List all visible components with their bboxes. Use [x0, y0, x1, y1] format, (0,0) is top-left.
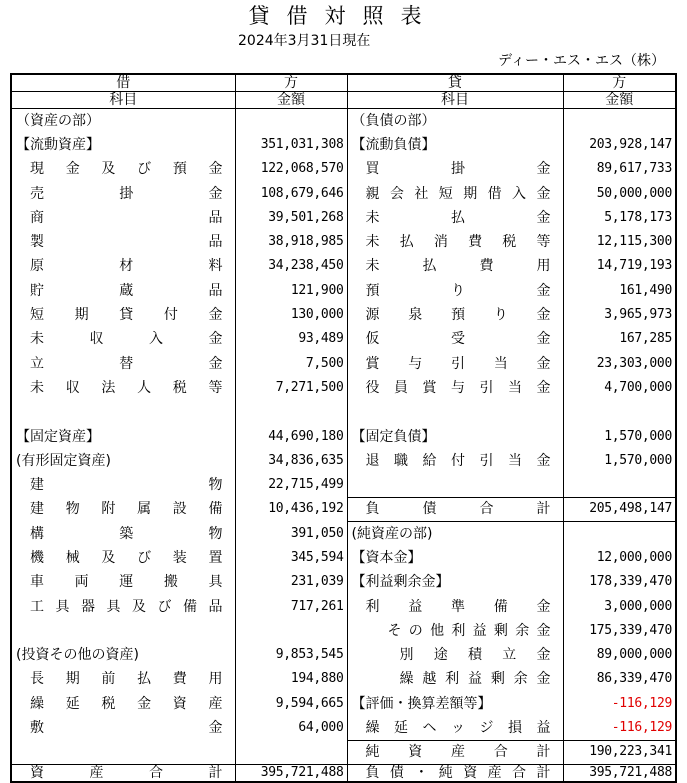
table-row	[11, 181, 676, 205]
right-account-label: 【資本金】	[351, 549, 422, 566]
right-account-header: 科目	[347, 92, 563, 109]
right-account-label: 仮 受 金	[365, 331, 551, 348]
right-account-cell	[347, 254, 563, 278]
total-liabilities-equity-amount: 395,721,488	[563, 765, 676, 783]
right-account-label: 親 会 社 短 期 借 入 金	[365, 185, 551, 202]
table-row	[11, 643, 676, 667]
total-assets-label	[11, 765, 235, 783]
left-amount-cell: 122,068,570	[235, 157, 347, 181]
left-amount-cell	[235, 740, 347, 764]
right-account-label: 役 員 賞 与 引 当 金	[365, 379, 551, 396]
table-row	[11, 449, 676, 473]
right-account-label: 未 払 費 用	[365, 258, 551, 275]
left-amount-cell: 39,501,268	[235, 206, 347, 230]
left-account-label: 製 品	[30, 234, 223, 251]
left-account-cell	[11, 594, 235, 618]
right-amount-cell: 50,000,000	[563, 181, 676, 205]
left-amount-cell: 130,000	[235, 303, 347, 327]
left-account-cell	[11, 740, 235, 764]
right-amount-cell: 175,339,470	[563, 619, 676, 643]
right-account-cell	[347, 157, 563, 181]
left-account-label: 車 両 運 搬 具	[30, 574, 223, 591]
right-account-label: 純 資 産 合 計	[365, 744, 551, 761]
left-account-cell	[11, 522, 235, 546]
credit-unit-header: 方	[563, 74, 676, 92]
right-account-cell	[347, 206, 563, 230]
report-title: 貸借対照表	[248, 4, 439, 28]
table-row	[11, 740, 676, 764]
total-assets-text: 資 産 合 計	[30, 765, 223, 782]
right-amount-cell: 89,617,733	[563, 157, 676, 181]
right-account-label: そ の 他 利 益 剰 余 金	[387, 622, 551, 639]
left-account-cell	[11, 570, 235, 594]
right-account-label: 別 途 積 立 金	[399, 647, 551, 664]
table-row	[11, 230, 676, 254]
total-liabilities-equity-text: 負 債 ・ 純 資 産 合 計	[365, 765, 551, 782]
right-amount-cell: 23,303,000	[563, 351, 676, 375]
left-account-header: 科目	[11, 92, 235, 109]
left-account-cell	[11, 279, 235, 303]
right-account-cell	[347, 570, 563, 594]
table-row	[11, 497, 676, 521]
right-amount-cell: 14,719,193	[563, 254, 676, 278]
right-amount-cell	[563, 473, 676, 497]
table-row	[11, 254, 676, 278]
right-amount-cell: 12,115,300	[563, 230, 676, 254]
right-account-label: 【評価・換算差額等】	[351, 695, 492, 712]
right-account-cell	[347, 181, 563, 205]
table-row	[11, 716, 676, 740]
left-amount-cell: 44,690,180	[235, 424, 347, 448]
right-amount-cell: 12,000,000	[563, 546, 676, 570]
right-account-cell	[347, 279, 563, 303]
left-account-cell	[11, 376, 235, 400]
right-account-cell	[347, 667, 563, 691]
table-row	[11, 570, 676, 594]
left-account-label: 現 金 及 び 預 金	[30, 161, 223, 178]
right-account-label: 【固定負債】	[351, 428, 436, 445]
right-account-label: 源 泉 預 り 金	[365, 307, 551, 324]
company-name: ディー・エス・エス（株）	[498, 53, 665, 69]
left-account-cell	[11, 643, 235, 667]
left-account-label: 未 収 法 人 税 等	[30, 379, 223, 396]
left-amount-cell: 10,436,192	[235, 497, 347, 521]
left-account-label: 未 収 入 金	[30, 331, 223, 348]
left-account-cell	[11, 424, 235, 448]
right-account-cell	[347, 643, 563, 667]
left-amount-cell: 345,594	[235, 546, 347, 570]
table-row	[11, 157, 676, 181]
left-amount-cell: 9,594,665	[235, 692, 347, 716]
left-account-cell	[11, 206, 235, 230]
table-row	[11, 109, 676, 133]
table-row	[11, 327, 676, 351]
left-account-cell	[11, 109, 235, 133]
left-amount-cell: 121,900	[235, 279, 347, 303]
right-account-label: 未 払 消 費 税 等	[365, 234, 551, 251]
left-amount-cell: 7,271,500	[235, 376, 347, 400]
right-amount-cell: 86,339,470	[563, 667, 676, 691]
left-account-label: (有形固定資産)	[16, 452, 111, 469]
right-account-cell	[347, 424, 563, 448]
right-account-label: (純資産の部)	[351, 525, 433, 542]
right-account-cell	[347, 473, 563, 497]
right-account-cell	[347, 109, 563, 133]
debit-unit-header: 方	[235, 74, 347, 92]
left-account-cell	[11, 254, 235, 278]
table-row	[11, 279, 676, 303]
left-account-cell	[11, 667, 235, 691]
right-account-cell	[347, 449, 563, 473]
right-amount-header: 金額	[563, 92, 676, 109]
right-amount-cell: 1,570,000	[563, 424, 676, 448]
left-account-label: 機 械 及 び 装 置	[30, 549, 223, 566]
left-account-label: 【流動資産】	[16, 136, 100, 153]
right-account-cell	[347, 133, 563, 157]
table-row	[11, 546, 676, 570]
right-amount-cell	[563, 522, 676, 546]
right-account-label: 繰 越 利 益 剰 余 金	[399, 671, 551, 688]
right-amount-cell	[563, 400, 676, 424]
right-account-cell	[347, 376, 563, 400]
right-account-label: 退 職 給 付 引 当 金	[365, 452, 551, 469]
left-amount-cell: 391,050	[235, 522, 347, 546]
total-liabilities-equity-label	[347, 765, 563, 783]
left-amount-cell: 9,853,545	[235, 643, 347, 667]
left-account-label: 原 材 料	[30, 258, 223, 275]
right-account-cell	[347, 716, 563, 740]
right-amount-cell: 167,285	[563, 327, 676, 351]
balance-sheet-table	[10, 73, 677, 783]
left-amount-cell: 7,500	[235, 351, 347, 375]
left-account-cell	[11, 230, 235, 254]
right-account-cell	[347, 497, 563, 521]
right-amount-cell: 190,223,341	[563, 740, 676, 764]
left-account-label: 商 品	[30, 209, 223, 226]
left-account-cell	[11, 157, 235, 181]
left-amount-cell: 93,489	[235, 327, 347, 351]
right-account-cell	[347, 546, 563, 570]
table-row	[11, 619, 676, 643]
left-amount-cell	[235, 109, 347, 133]
table-row	[11, 473, 676, 497]
right-account-cell	[347, 594, 563, 618]
totals-row	[11, 765, 676, 783]
table-row	[11, 303, 676, 327]
right-account-label: 【流動負債】	[351, 136, 436, 153]
left-account-cell	[11, 692, 235, 716]
report-date: 2024年3月31日現在	[238, 33, 371, 49]
right-account-label: 利 益 準 備 金	[365, 598, 551, 615]
right-account-label: 未 払 金	[365, 209, 551, 226]
left-account-cell	[11, 303, 235, 327]
left-account-label: 貯 蔵 品	[30, 282, 223, 299]
left-amount-cell: 34,238,450	[235, 254, 347, 278]
left-account-label: 繰 延 税 金 資 産	[30, 695, 223, 712]
right-amount-cell: 161,490	[563, 279, 676, 303]
left-amount-cell: 64,000	[235, 716, 347, 740]
left-amount-header: 金額	[235, 92, 347, 109]
left-account-cell	[11, 400, 235, 424]
right-account-cell	[347, 522, 563, 546]
right-amount-cell: 205,498,147	[563, 497, 676, 521]
left-amount-cell: 351,031,308	[235, 133, 347, 157]
left-account-cell	[11, 351, 235, 375]
left-account-label: 敷 金	[30, 720, 223, 737]
column-header-row	[11, 92, 676, 109]
right-amount-cell: 178,339,470	[563, 570, 676, 594]
left-amount-cell	[235, 400, 347, 424]
right-account-cell	[347, 400, 563, 424]
left-amount-cell: 108,679,646	[235, 181, 347, 205]
right-amount-cell: 4,700,000	[563, 376, 676, 400]
right-account-cell	[347, 351, 563, 375]
right-account-label: 賞 与 引 当 金	[365, 355, 551, 372]
right-amount-cell: 5,178,173	[563, 206, 676, 230]
left-amount-cell: 231,039	[235, 570, 347, 594]
right-account-label: 【利益剰余金】	[351, 574, 450, 591]
left-account-cell	[11, 619, 235, 643]
left-account-label: 工 具 器 具 及 び 備 品	[30, 598, 223, 615]
table-row	[11, 133, 676, 157]
right-account-cell	[347, 303, 563, 327]
right-account-label: 繰 延 ヘ ッ ジ 損 益	[365, 719, 551, 736]
left-account-label: 立 替 金	[30, 355, 223, 372]
right-amount-cell: 203,928,147	[563, 133, 676, 157]
left-account-cell	[11, 133, 235, 157]
left-amount-cell: 22,715,499	[235, 473, 347, 497]
table-row	[11, 594, 676, 618]
left-account-cell	[11, 181, 235, 205]
left-amount-cell: 38,918,985	[235, 230, 347, 254]
right-amount-cell: 89,000,000	[563, 643, 676, 667]
right-account-cell	[347, 692, 563, 716]
credit-header: 貸	[347, 74, 563, 92]
table-row	[11, 692, 676, 716]
left-account-cell	[11, 449, 235, 473]
table-row	[11, 206, 676, 230]
left-account-cell	[11, 546, 235, 570]
right-amount-cell: 3,000,000	[563, 594, 676, 618]
right-account-label: 預 り 金	[365, 282, 551, 299]
left-account-label: （資産の部）	[16, 112, 100, 129]
table-row	[11, 376, 676, 400]
left-account-cell	[11, 473, 235, 497]
left-account-label: 短 期 貸 付 金	[30, 307, 223, 324]
table-row	[11, 424, 676, 448]
right-amount-cell	[563, 109, 676, 133]
left-account-label: 建 物	[30, 477, 223, 494]
right-amount-cell: 1,570,000	[563, 449, 676, 473]
left-account-label: 建 物 附 属 設 備	[30, 501, 223, 518]
side-header-row	[11, 74, 676, 92]
right-amount-cell: -116,129	[563, 692, 676, 716]
left-account-label: 【固定資産】	[16, 428, 100, 445]
table-row	[11, 400, 676, 424]
right-amount-cell: -116,129	[563, 716, 676, 740]
right-account-label: 負 債 合 計	[365, 501, 551, 518]
left-account-cell	[11, 327, 235, 351]
left-account-label: 構 築 物	[30, 525, 223, 542]
table-row	[11, 351, 676, 375]
right-account-cell	[347, 740, 563, 764]
right-account-cell	[347, 327, 563, 351]
debit-header: 借	[11, 74, 235, 92]
left-account-cell	[11, 497, 235, 521]
left-account-label: 売 掛 金	[30, 185, 223, 202]
left-amount-cell	[235, 619, 347, 643]
table-row	[11, 667, 676, 691]
right-account-label: （負債の部）	[351, 112, 436, 129]
right-account-label: 買 掛 金	[365, 161, 551, 178]
right-account-cell	[347, 619, 563, 643]
left-account-label: 長 期 前 払 費 用	[30, 671, 223, 688]
left-amount-cell: 717,261	[235, 594, 347, 618]
total-assets-amount: 395,721,488	[235, 765, 347, 783]
left-amount-cell: 194,880	[235, 667, 347, 691]
left-amount-cell: 34,836,635	[235, 449, 347, 473]
right-account-cell	[347, 230, 563, 254]
left-account-label: (投資その他の資産)	[16, 647, 139, 664]
right-amount-cell: 3,965,973	[563, 303, 676, 327]
table-row	[11, 522, 676, 546]
left-account-cell	[11, 716, 235, 740]
